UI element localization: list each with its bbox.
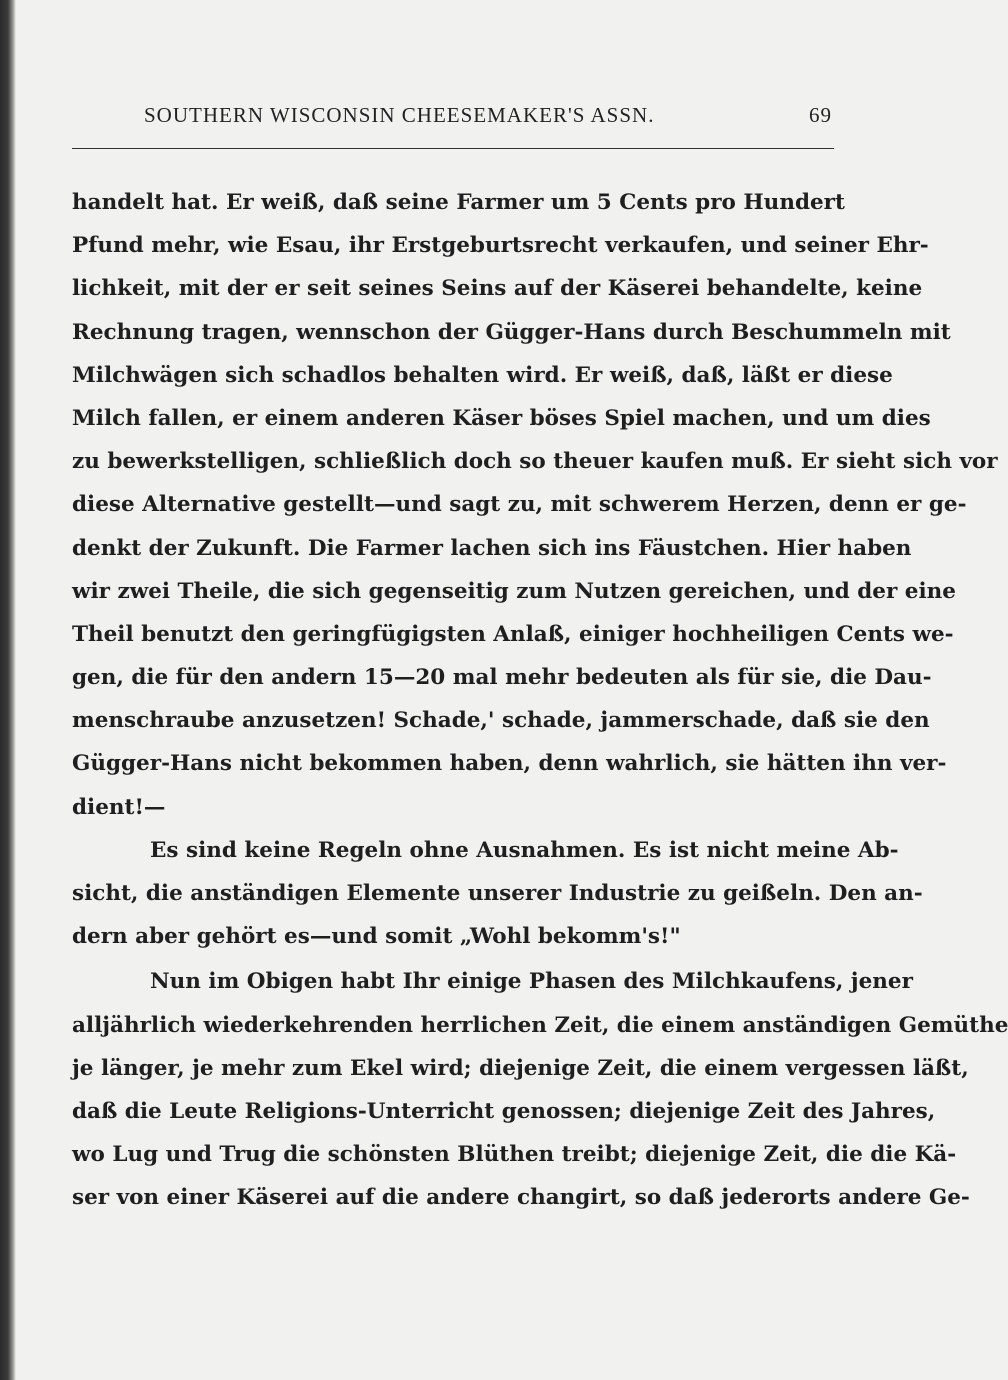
text-line: wo Lug und Trug die schönsten Blüthen treibt; diejenige Zeit, die die Kä- xyxy=(72,1142,957,1168)
text-line: sicht, die anständigen Elemente unserer Industrie zu geißeln. Den an- xyxy=(72,881,923,906)
book-page xyxy=(72,0,1008,1380)
running-title: SOUTHERN WISCONSIN CHEESEMAKER'S ASSN. xyxy=(144,103,655,127)
text-line: dern aber gehört es—und somit „Wohl bekomm's!" xyxy=(72,924,681,950)
page-number: 69 xyxy=(809,103,832,127)
text-line: je länger, je mehr zum Ekel wird; diejenige Zeit, die einem vergessen läßt, xyxy=(72,1055,969,1081)
text-line: wir zwei Theile, die sich gegenseitig zum Nutzen gereichen, und der eine xyxy=(72,578,956,604)
text-line: Milch fallen, er einem anderen Käser böses Spiel machen, und um dies xyxy=(72,405,931,431)
book-binding-edge xyxy=(0,0,16,1380)
header-rule xyxy=(72,148,834,149)
text-line: menschraube anzusetzen! Schade,' schade, jammerschade, daß sie den xyxy=(72,708,930,734)
text-line: Rechnung tragen, wennschon der Gügger-Hans durch Beschummeln mit xyxy=(72,319,951,345)
text-line: alljährlich wiederkehrenden herrlichen Zeit, die einem anständigen Gemüthe xyxy=(72,1012,1008,1038)
text-line: ser von einer Käserei auf die andere changirt, so daß jederorts andere Ge- xyxy=(72,1185,970,1211)
text-line: zu bewerkstelligen, schließlich doch so theuer kaufen muß. Er sieht sich vor xyxy=(72,449,998,475)
body-text xyxy=(72,181,1008,1220)
text-line: Theil benutzt den geringfügigsten Anlaß, einiger hochheiligen Cents we- xyxy=(72,621,954,647)
text-line: Es sind keine Regeln ohne Ausnahmen. Es ist nicht meine Ab- xyxy=(150,837,899,863)
text-line: Milchwägen sich schadlos behalten wird. Er weiß, daß, läßt er diese xyxy=(72,362,893,388)
text-line: gen, die für den andern 15—20 mal mehr bedeuten als für sie, die Dau- xyxy=(72,665,932,691)
text-line: daß die Leute Religions-Unterricht genossen; diejenige Zeit des Jahres, xyxy=(72,1098,936,1124)
page-header xyxy=(72,103,834,135)
text-line: diese Alternative gestellt—und sagt zu, mit schwerem Herzen, denn er ge- xyxy=(72,492,967,518)
text-line: dient!— xyxy=(72,794,166,820)
text-line: lichkeit, mit der er seit seines Seins auf der Käserei behandelte, keine xyxy=(72,276,923,302)
text-line: Nun im Obigen habt Ihr einige Phasen des Milchkaufens, jener xyxy=(150,969,913,995)
text-line: Gügger-Hans nicht bekommen haben, denn wahrlich, sie hätten ihn ver- xyxy=(72,751,947,777)
text-line: Pfund mehr, wie Esau, ihr Erstgeburtsrecht verkaufen, und seiner Ehr- xyxy=(72,233,929,259)
text-line: denkt der Zukunft. Die Farmer lachen sich ins Fäustchen. Hier haben xyxy=(72,535,912,561)
text-line: handelt hat. Er weiß, daß seine Farmer um 5 Cents pro Hundert xyxy=(72,190,845,215)
